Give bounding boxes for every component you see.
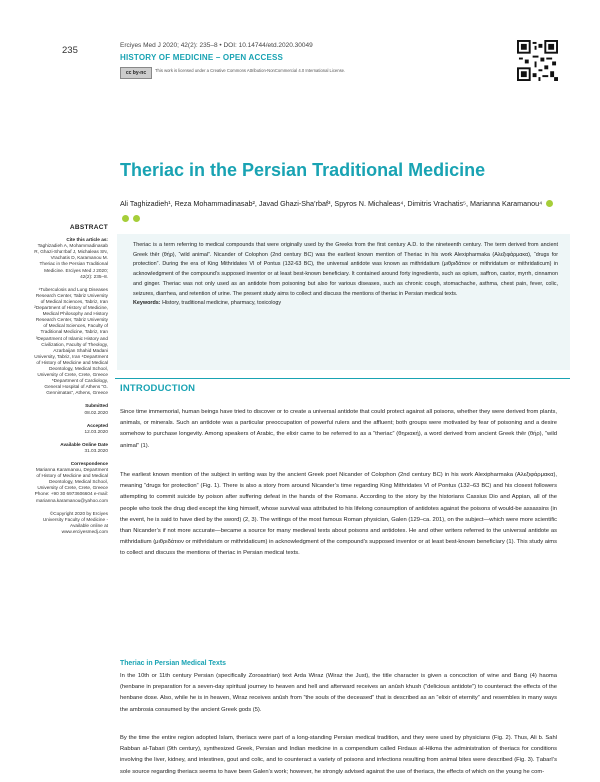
cite-text: Taghizadieh A, Mohammadinasab R, Ghazi-Sha’rbaf J, Michaleas SN, Vrachatis D, Karamanou M. Theriac in the Persian Traditional Medicine. Erciyes Med J 2020; 42(2): 235–8. <box>34 243 108 279</box>
section-divider <box>115 378 570 379</box>
paragraph: By the time the entire region adopted Islam, theriacs were part of a long-standing Persian medical tradition, and they were used by physicians (Fig. 2). Thus, Ali b. Sahl Rabban al-Tabari (9th century), synthesized Greek, Persian and Indian medicine in a compendium called Firdaus al-Hikma the administration of theriacs for conditions involving the liver, kidney, and intestines, gout and colic, and to counteract a variety of poisons and infections resulting from animal bites were described (Fig. 3). Ṭabarī’s sole source regarding theriacs seems to have been Galen’s work; however, he strongly advised against the use of theriacs, the effects of which on the young he com- <box>120 735 557 775</box>
online-date: 31.03.2020 <box>84 447 108 453</box>
correspondence-label: Correspondence <box>70 461 108 466</box>
article-sidebar <box>34 225 108 535</box>
paragraph: In the 10th or 11th century Persian (specifically Zoroastrian) text Arda Wiraz (Wiraz the Just), the title character is given a concoction of wine and Bang (4) haoma (henbane in preparation for a seven-day spiritual journey to heaven and hell and afterward receives an anūsh khush (“delicious antidote”) to counteract the effects of the henbane dose. Also, while he is in heaven, Wiraz receives anūsh from “the souls of the deceased” that is described as an “elixir of eternity” and resembles in many ways the ambrosia consumed by the ancient Greek gods (5). <box>120 673 557 713</box>
authors-text: Ali Taghizadieh¹, Reza Mohammadinasab², Javad Ghazi-Sha’rbaf³, Spyros N. Michaleas⁴, Dimitris Vrachatis⁵, Marianna Karamanou⁴ <box>120 199 543 208</box>
affiliations: ¹Tuberculosis and Lung Diseases Research Center, Tabriz University of Medical Sciences, Tabriz, Iran ²Department of History of Medicine, Medical Philosophy and History Research Center, Tabriz University of Medical Sciences, Faculty of Traditional Medicine, Tabriz, Iran ³Department of Islamic History and Civilization, Faculty of Theology, Azarbaijan Shahid Madani University, Tabriz, Iran ⁴Department of History of Medicine and Medical Deontology, Medical School, University of Crete, Crete, Greece ⁵Department of Cardiology, General Hospital of Athens “G. Gennimatas”, Athens, Greece <box>34 286 108 396</box>
paragraph: Since time immemorial, human beings have tried to discover or to create a universal antidote that could protect against all poisons, whether they were derived from plants, animals, or minerals. Such an antidote was a particular preoccupation of powerful rulers and the affluent; both groups were motivated by fear of poisoning and a desire somehow to purchase longevity. Among speakers of Arabic, the elixir came to be referred to as a “theriac” (θηριακή), a word derived from ancient Greek thēr (θήρ), “wild animal” (1). <box>120 409 557 449</box>
accepted-label: Accepted <box>86 422 108 428</box>
paragraph: The earliest known mention of the subject in writing was by the ancient Greek poet Nicander of Colophon (2nd century BC) in his work Alexipharmaka (Αλεξιφάρμακα), meaning “drugs for protection” (Fig. 1). There is also a story from around Nicander’s time regarding King Mithridates VI of Pontus (132–63 BC) and his closest followers attempting to commit suicide by poison after suffering defeat in the hands of the Romans. According to the story by the historians Cassius Dio and Appian, all of the people who took the drug died except the king himself, whose survival was attributed to his lifelong consumption of antidotes against the poisons of would-be assassins (in the event, he is said to have died by the sword) (2, 3). The writings of the most famous Roman physician, Galen (129–ca. 201), on the subject—which were more scientific than Nicander’s if not more accurate—became a source for many medieval texts about poisons and antidotes. He and other writers referred to the universal antidote as mithridatium (μιθριδάτιον or mithridatum or mithridaticum) in acknowledgment of the compound’s supposed inventor or at least best-known beneficiary (1). This study aims to collect and discuss the mentions of theriac in Persian medical texts. <box>120 472 557 557</box>
submitted-label: Submitted <box>85 403 108 409</box>
orcid-icon[interactable] <box>122 215 129 222</box>
abstract <box>133 241 558 309</box>
cc-badge-text: cc by-nc <box>125 69 147 76</box>
article-title: Theriac in the Persian Traditional Medicine <box>120 160 486 180</box>
section-label: HISTORY OF MEDICINE – OPEN ACCESS <box>120 53 284 62</box>
abstract-label: ABSTRACT <box>69 224 108 231</box>
orcid-icon[interactable] <box>133 215 140 222</box>
license-text: This work is licensed under a Creative Commons Attribution-NonCommercial 4.0 International License. <box>155 68 346 73</box>
author-list <box>120 196 565 226</box>
orcid-icon[interactable] <box>546 200 553 207</box>
cc-license-icon[interactable] <box>120 67 152 79</box>
copyright-text: ©Copyright 2020 by Erciyes University Faculty of Medicine - Available online at www.erciyesmedj.com <box>42 510 108 534</box>
submitted-date: 08.02.2020 <box>84 409 108 415</box>
subsection-heading: Theriac in Persian Medical Texts <box>120 660 226 667</box>
journal-citation: Erciyes Med J 2020; 42(2): 235–8 • DOI: 10.14744/etd.2020.30049 <box>120 42 313 49</box>
online-label: Available Online Date <box>60 441 108 447</box>
page-number: 235 <box>62 45 78 56</box>
keywords: History, traditional medicine, pharmacy, toxicology <box>162 300 282 307</box>
cite-label: Cite this article as: <box>66 237 108 243</box>
accepted-date: 12.03.2020 <box>84 428 108 434</box>
abstract-text: Theriac is a term referring to medical compounds that were originally used by the Greeks from the first century A.D. to the nineteenth century. The term derived from ancient Greek thēr (θήρ), “wild animal”. Nicander of Colophon (2nd century BC) was the earliest known mention of Theriac in his work Alexipharmaka (Αλεξιφάρμακα), “drugs for protection”. During the era of King Mithridates VI of Pontus (132-63 BC), the universal antidote was known as mithridatium (μιθριδάτιον or mithridatum or mithridaticum) in acknowledgment of the compound’s supposed inventor or at least best-known beneficiary. It contained around forty ingredients, such as opium, saffron, castor, myrrh, cinnamon and ginger. Theriac was not only used as an antidote from poisoning but also for various diseases, such as chronic cough, stomachache, asthma, chest pain, fever, colic, seizures, diarrhea, and retention of urine. The present study aims to collect and discuss the mentions of theriac in Persian medical texts. <box>133 242 558 297</box>
introduction-heading: INTRODUCTION <box>120 383 196 394</box>
qr-code-icon <box>517 40 558 81</box>
correspondence-text: Marianna Karamanou, Department of History of Medicine and Medical Deontology, Medical School, University of Crete, Crete, Greece Phone: +90 30 6973606604 e-mail: marianna.karamanou@yahoo.com <box>34 467 108 503</box>
keywords-label: Keywords: <box>133 300 161 307</box>
